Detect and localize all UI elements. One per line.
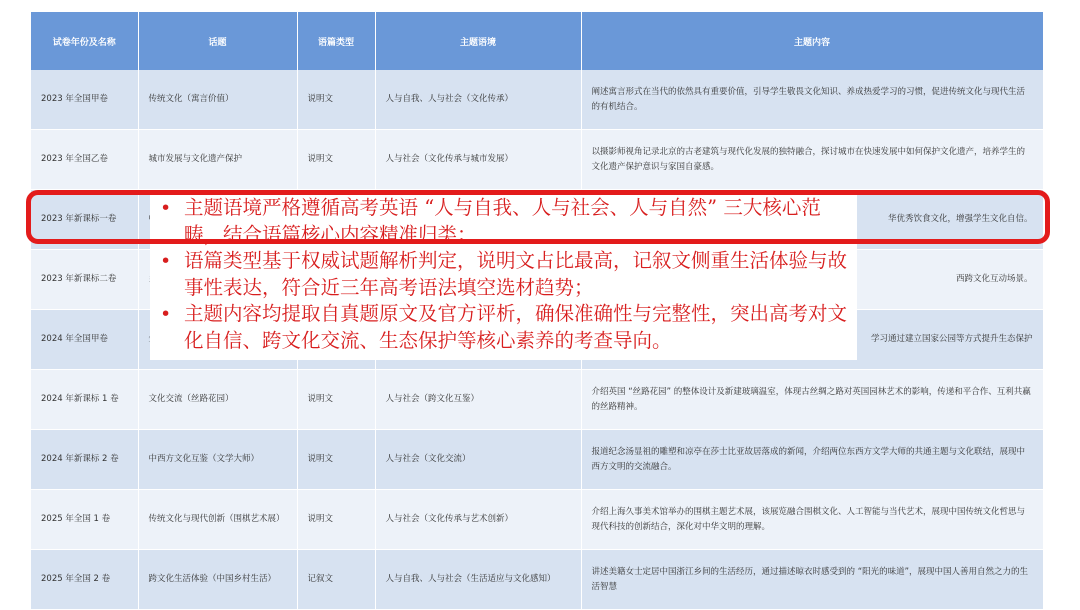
cell-topic: 城市发展与文化遗产保护 bbox=[138, 130, 297, 190]
note-text: 主题内容均提取自真题原文及官方评析，确保准确性与完整性，突出高考对文化自信、跨文化交流、生态保护等核心素养的考查导向。 bbox=[184, 302, 848, 352]
cell-content: 华优秀饮食文化，增强学生文化自信。 bbox=[581, 190, 1043, 250]
cell-type: 记叙文 bbox=[297, 550, 375, 610]
table-row bbox=[31, 130, 1043, 190]
table-row bbox=[31, 430, 1043, 490]
cell-topic: 传统文化（寓言价值） bbox=[138, 70, 297, 130]
table-row bbox=[31, 70, 1043, 130]
cell-content: 介绍英国 “丝路花园” 的整体设计及新建玻璃温室，体现古丝绸之路对英国园林艺术的影响，传递和平合作、互利共赢的丝路精神。 bbox=[581, 370, 1043, 430]
cell-context: 人与社会（跨文化互鉴） bbox=[375, 370, 581, 430]
header-text-type: 语篇类型 bbox=[297, 12, 375, 70]
note-text: 语篇类型基于权威试题解析判定，说明文占比最高，记叙文侧重生活体验与故事性表达，符合近三年高考语法填空选材趋势； bbox=[184, 249, 848, 299]
header-topic: 话题 bbox=[138, 12, 297, 70]
cell-type: 说明文 bbox=[297, 370, 375, 430]
cell-context: 人与自我、人与社会（生活适应与文化感知） bbox=[375, 550, 581, 610]
table-row bbox=[31, 550, 1043, 610]
cell-exam: 2023 年全国乙卷 bbox=[31, 130, 138, 190]
cell-topic: 传统文化与现代创新（围棋艺术展） bbox=[138, 490, 297, 550]
cell-exam: 2025 年全国 1 卷 bbox=[31, 490, 138, 550]
cell-topic: 中西方文化互鉴（文学大师） bbox=[138, 430, 297, 490]
cell-content: 以摄影师视角记录北京的古老建筑与现代化发展的独特融合，探讨城市在快速发展中如何保护文化遗产，培养学生的文化遗产保护意识与家国自豪感。 bbox=[581, 130, 1043, 190]
cell-topic: 文化交流（丝路花园） bbox=[138, 370, 297, 430]
cell-context: 人与社会（文化传承与艺术创新） bbox=[375, 490, 581, 550]
note-item bbox=[157, 248, 857, 301]
cell-exam: 2023 年全国甲卷 bbox=[31, 70, 138, 130]
table-header-row bbox=[31, 12, 1043, 70]
cell-type: 说明文 bbox=[297, 130, 375, 190]
cell-exam: 2023 年新课标一卷 bbox=[31, 190, 138, 250]
cell-type: 说明文 bbox=[297, 490, 375, 550]
cell-context: 人与社会（文化交流） bbox=[375, 430, 581, 490]
cell-type: 说明文 bbox=[297, 430, 375, 490]
table-row bbox=[31, 490, 1043, 550]
header-theme-context: 主题语境 bbox=[375, 12, 581, 70]
note-text: 主题语境严格遵循高考英语 “人与自我、人与社会、人与自然” 三大核心范畴，结合语篇核心内容精准归类； bbox=[184, 196, 821, 246]
note-item bbox=[157, 301, 857, 354]
cell-content: 讲述美籍女士定居中国浙江乡间的生活经历，通过描述晾衣时感受到的 “阳光的味道”，展现中国人善用自然之力的生活智慧 bbox=[581, 550, 1043, 610]
cell-exam: 2023 年新课标二卷 bbox=[31, 250, 138, 310]
header-exam-year: 试卷年份及名称 bbox=[31, 12, 138, 70]
cell-exam: 2025 年全国 2 卷 bbox=[31, 550, 138, 610]
cell-type: 说明文 bbox=[297, 70, 375, 130]
highlight-frame bbox=[26, 190, 1050, 244]
cell-context: 人与自我、人与社会（文化传承） bbox=[375, 70, 581, 130]
cell-content: 报道纪念汤显祖的雕塑和凉亭在莎士比亚故居落成的新闻，介绍两位东西方文学大师的共通主题与文化联结，展现中西方文明的交流融合。 bbox=[581, 430, 1043, 490]
bullet-icon: • bbox=[160, 303, 172, 325]
cell-context: 人与社会（文化传承与城市发展） bbox=[375, 130, 581, 190]
cell-content: 阐述寓言形式在当代的依然具有重要价值，引导学生敬畏文化知识、养成热爱学习的习惯，促进传统文化与现代生活的有机结合。 bbox=[581, 70, 1043, 130]
cell-exam: 2024 年新课标 2 卷 bbox=[31, 430, 138, 490]
bullet-icon: • bbox=[160, 250, 172, 272]
cell-content: 学习通过建立国家公园等方式提升生态保护 bbox=[581, 310, 1043, 370]
cell-content: 介绍上海久事美术馆举办的围棋主题艺术展，该展览融合围棋文化、人工智能与当代艺术，展现中国传统文化哲思与现代科技的创新结合，深化对中华文明的理解。 bbox=[581, 490, 1043, 550]
cell-exam: 2024 年全国甲卷 bbox=[31, 310, 138, 370]
cell-exam: 2024 年新课标 1 卷 bbox=[31, 370, 138, 430]
cell-topic: 跨文化生活体验（中国乡村生活） bbox=[138, 550, 297, 610]
header-theme-content: 主题内容 bbox=[581, 12, 1043, 70]
cell-content: 西跨文化互动场景。 bbox=[581, 250, 1043, 310]
table-row bbox=[31, 370, 1043, 430]
bullet-icon: • bbox=[160, 197, 172, 219]
